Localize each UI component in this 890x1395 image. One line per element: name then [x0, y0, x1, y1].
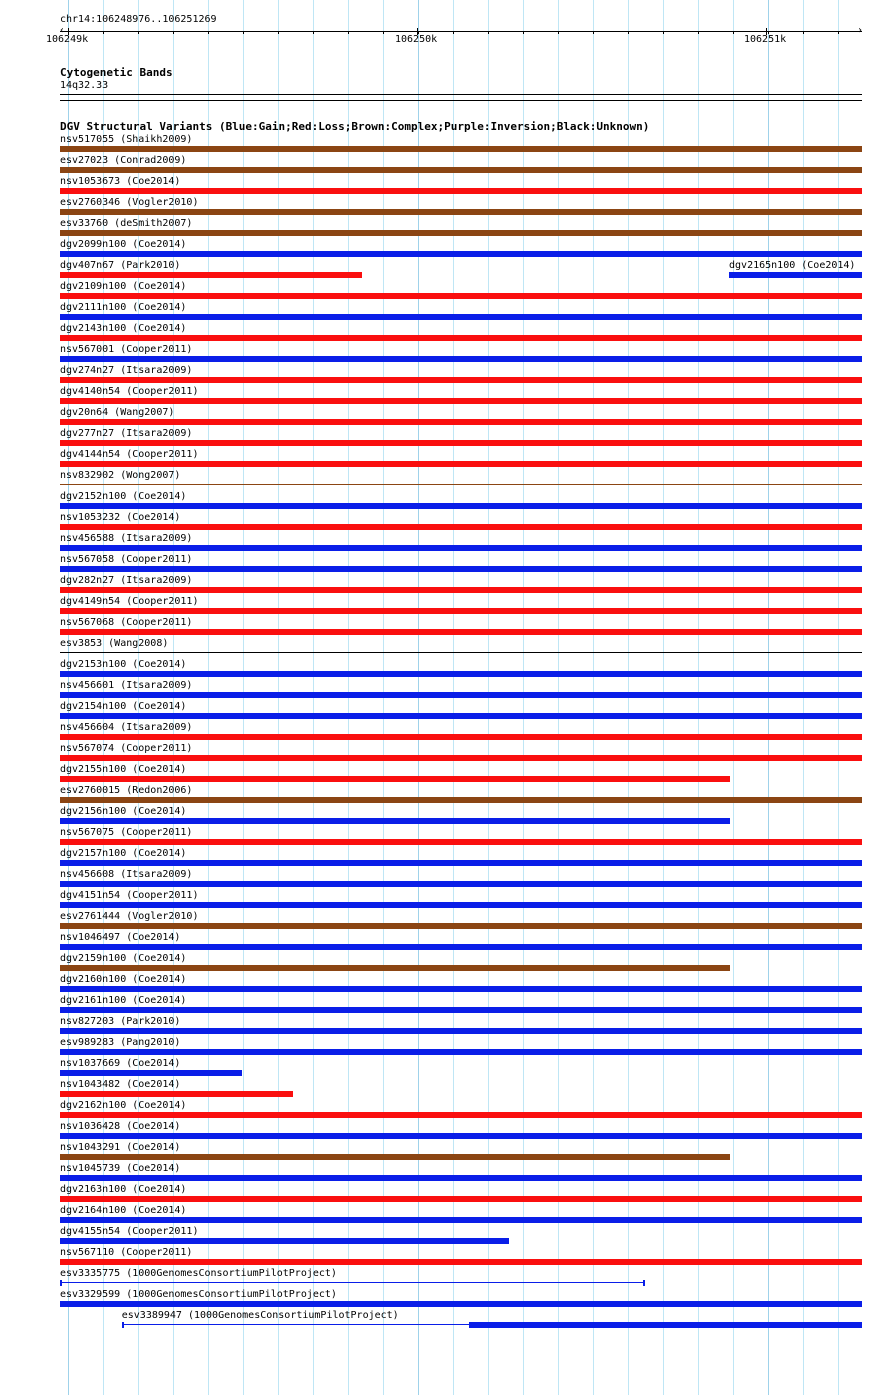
ruler-minor-tick	[663, 31, 664, 34]
variant-endcap	[643, 1280, 645, 1286]
variant-label[interactable]: dgv4149n54 (Cooper2011)	[60, 596, 199, 607]
variant-label[interactable]: dgv2162n100 (Coe2014)	[60, 1100, 187, 1111]
variant-label[interactable]: esv2760346 (Vogler2010)	[60, 197, 199, 208]
ruler-minor-tick	[243, 31, 244, 34]
variant-bar[interactable]	[60, 1154, 730, 1160]
variant-bar[interactable]	[60, 839, 862, 845]
ruler-minor-tick	[348, 31, 349, 34]
variant-bar[interactable]	[60, 335, 862, 341]
variant-label[interactable]: dgv2161n100 (Coe2014)	[60, 995, 187, 1006]
variant-label[interactable]: dgv2109n100 (Coe2014)	[60, 281, 187, 292]
variant-endcap	[122, 1322, 124, 1328]
variant-bar[interactable]	[60, 1282, 297, 1283]
variant-line[interactable]	[60, 484, 862, 485]
variant-label[interactable]: dgv2156n100 (Coe2014)	[60, 806, 187, 817]
variant-label[interactable]: esv2760015 (Redon2006)	[60, 785, 193, 796]
ruler-minor-tick	[383, 31, 384, 34]
variant-bar[interactable]	[60, 776, 730, 782]
variant-bar[interactable]	[60, 293, 862, 299]
variant-label[interactable]: dgv2153n100 (Coe2014)	[60, 659, 187, 670]
variant-bar[interactable]	[60, 1133, 862, 1139]
variant-label[interactable]: nsv567001 (Cooper2011)	[60, 344, 193, 355]
variant-label[interactable]: dgv2152n100 (Coe2014)	[60, 491, 187, 502]
variant-label[interactable]: nsv1037669 (Coe2014)	[60, 1058, 181, 1069]
variant-bar[interactable]	[60, 881, 862, 887]
variant-label[interactable]: dgv20n64 (Wang2007)	[60, 407, 175, 418]
cyto-band-top-line	[60, 94, 862, 95]
variant-label[interactable]: nsv832902 (Wong2007)	[60, 470, 181, 481]
variant-bar[interactable]	[60, 818, 730, 824]
variant-bar[interactable]	[60, 734, 862, 740]
ruler-minor-tick	[208, 31, 209, 34]
variant-label[interactable]: nsv517055 (Shaikh2009)	[60, 134, 193, 145]
ruler-tick-label: 106250k	[395, 34, 438, 45]
variant-bar[interactable]	[60, 314, 862, 320]
variant-label[interactable]: esv2761444 (Vogler2010)	[60, 911, 199, 922]
variant-bar[interactable]	[60, 524, 862, 530]
variant-bar[interactable]	[60, 797, 862, 803]
variant-bar[interactable]	[60, 272, 362, 278]
ruler-minor-tick	[698, 31, 699, 34]
variant-label[interactable]: nsv1036428 (Coe2014)	[60, 1121, 181, 1132]
variant-label[interactable]: dgv2165n100 (Coe2014)	[729, 260, 856, 271]
variant-bar[interactable]	[60, 1196, 862, 1202]
variant-bar[interactable]	[60, 230, 862, 236]
variant-label[interactable]: dgv282n27 (Itsara2009)	[60, 575, 193, 586]
variant-label[interactable]: esv33760 (deSmith2007)	[60, 218, 193, 229]
variant-label[interactable]: dgv2159n100 (Coe2014)	[60, 953, 187, 964]
variant-label[interactable]: esv3329599 (1000GenomesConsortiumPilotProject)	[60, 1289, 337, 1300]
variant-bar[interactable]	[60, 944, 862, 950]
variant-bar[interactable]	[60, 251, 862, 257]
variant-label[interactable]: dgv407n67 (Park2010)	[60, 260, 181, 271]
variant-label[interactable]: dgv2164n100 (Coe2014)	[60, 1205, 187, 1216]
variant-label[interactable]: esv27023 (Conrad2009)	[60, 155, 187, 166]
variant-bar[interactable]	[60, 1175, 862, 1181]
variant-bar[interactable]	[60, 755, 862, 761]
variant-label[interactable]: dgv4155n54 (Cooper2011)	[60, 1226, 199, 1237]
variant-bar[interactable]	[60, 1217, 862, 1223]
ruler-minor-tick	[838, 31, 839, 34]
ruler-tick-label: 106251k	[744, 34, 787, 45]
variant-label[interactable]: nsv456601 (Itsara2009)	[60, 680, 193, 691]
variant-bar[interactable]	[469, 1322, 862, 1328]
ruler-tick-label: 106249k	[46, 34, 89, 45]
ruler-minor-tick	[138, 31, 139, 34]
variant-label[interactable]: nsv827203 (Park2010)	[60, 1016, 181, 1027]
variant-bar[interactable]	[60, 923, 862, 929]
variant-label[interactable]: dgv277n27 (Itsara2009)	[60, 428, 193, 439]
variant-bar[interactable]	[60, 587, 862, 593]
variant-bar[interactable]	[60, 1301, 862, 1307]
variant-label[interactable]: dgv2157n100 (Coe2014)	[60, 848, 187, 859]
variant-label[interactable]: nsv1043291 (Coe2014)	[60, 1142, 181, 1153]
ruler-axis	[60, 31, 862, 32]
ruler-minor-tick	[523, 31, 524, 34]
ruler-minor-tick	[803, 31, 804, 34]
dgv-track-title: DGV Structural Variants (Blue:Gain;Red:Loss;Brown:Complex;Purple:Inversion;Black:Unknown)	[60, 120, 650, 133]
cyto-track-title: Cytogenetic Bands	[60, 66, 173, 79]
variant-bar[interactable]	[60, 1049, 862, 1055]
variant-bar[interactable]	[60, 146, 862, 152]
variant-label[interactable]: nsv567068 (Cooper2011)	[60, 617, 193, 628]
ruler-arrow-right-icon: ›	[857, 25, 864, 36]
variant-bar[interactable]	[60, 902, 862, 908]
variant-label[interactable]: dgv4151n54 (Cooper2011)	[60, 890, 199, 901]
variant-label[interactable]: dgv2155n100 (Coe2014)	[60, 764, 187, 775]
ruler-minor-tick	[733, 31, 734, 34]
variant-bar[interactable]	[60, 629, 862, 635]
variant-bar[interactable]	[60, 167, 862, 173]
ruler-minor-tick	[628, 31, 629, 34]
variant-label[interactable]: nsv1046497 (Coe2014)	[60, 932, 181, 943]
cyto-band-label: 14q32.33	[60, 80, 109, 91]
variant-label[interactable]: nsv456608 (Itsara2009)	[60, 869, 193, 880]
ruler-minor-tick	[313, 31, 314, 34]
variant-label[interactable]: esv3389947 (1000GenomesConsortiumPilotProject)	[121, 1310, 399, 1321]
variant-label[interactable]: dgv4140n54 (Cooper2011)	[60, 386, 199, 397]
variant-bar[interactable]	[60, 545, 862, 551]
variant-label[interactable]: dgv4144n54 (Cooper2011)	[60, 449, 199, 460]
variant-bar[interactable]	[60, 356, 862, 362]
variant-bar[interactable]	[729, 272, 862, 278]
variant-label[interactable]: dgv2154n100 (Coe2014)	[60, 701, 187, 712]
variant-bar[interactable]	[60, 461, 862, 467]
variant-bar[interactable]	[60, 1112, 862, 1118]
variant-bar[interactable]	[60, 398, 862, 404]
variant-bar[interactable]	[60, 986, 862, 992]
variant-label[interactable]: nsv567058 (Cooper2011)	[60, 554, 193, 565]
variant-bar[interactable]	[60, 377, 862, 383]
variant-bar[interactable]	[60, 692, 862, 698]
variant-label[interactable]: dgv2163n100 (Coe2014)	[60, 1184, 187, 1195]
ruler-minor-tick	[173, 31, 174, 34]
variant-label[interactable]: esv989283 (Pang2010)	[60, 1037, 181, 1048]
variant-bar[interactable]	[60, 419, 862, 425]
variant-label[interactable]: dgv274n27 (Itsara2009)	[60, 365, 193, 376]
variant-bar[interactable]	[60, 671, 862, 677]
variant-bar[interactable]	[60, 713, 862, 719]
variant-bar[interactable]	[60, 1238, 509, 1244]
variant-bar[interactable]	[60, 566, 862, 572]
ruler-minor-tick	[488, 31, 489, 34]
variant-bar[interactable]	[60, 1070, 242, 1076]
variant-bar[interactable]	[60, 1091, 293, 1097]
variant-label[interactable]: esv3335775 (1000GenomesConsortiumPilotProject)	[60, 1268, 337, 1279]
variant-bar[interactable]	[60, 965, 730, 971]
ruler-minor-tick	[558, 31, 559, 34]
variant-label[interactable]: dgv2099n100 (Coe2014)	[60, 239, 187, 250]
ruler-minor-tick	[453, 31, 454, 34]
variant-bar[interactable]	[60, 860, 862, 866]
variant-bar[interactable]	[60, 503, 862, 509]
variant-label[interactable]: nsv1043482 (Coe2014)	[60, 1079, 181, 1090]
variant-label[interactable]: dgv2111n100 (Coe2014)	[60, 302, 187, 313]
variant-bar[interactable]	[60, 1028, 862, 1034]
region-label: chr14:106248976..106251269	[60, 14, 217, 25]
variant-bar[interactable]	[60, 440, 862, 446]
variant-label[interactable]: nsv456588 (Itsara2009)	[60, 533, 193, 544]
ruler-minor-tick	[278, 31, 279, 34]
variant-label[interactable]: nsv1045739 (Coe2014)	[60, 1163, 181, 1174]
variant-label[interactable]: dgv2143n100 (Coe2014)	[60, 323, 187, 334]
variant-line[interactable]	[60, 652, 862, 653]
variant-bar[interactable]	[60, 209, 862, 215]
variant-bar[interactable]	[60, 608, 862, 614]
variant-bar[interactable]	[60, 1259, 862, 1265]
variant-label[interactable]: esv3853 (Wang2008)	[60, 638, 169, 649]
variant-label[interactable]: nsv567074 (Cooper2011)	[60, 743, 193, 754]
ruler-minor-tick	[593, 31, 594, 34]
variant-label[interactable]: nsv1053232 (Coe2014)	[60, 512, 181, 523]
cyto-band-bottom-line	[60, 100, 862, 101]
variant-endcap	[60, 1280, 62, 1286]
variant-label[interactable]: nsv1053673 (Coe2014)	[60, 176, 181, 187]
ruler-minor-tick	[103, 31, 104, 34]
variant-label[interactable]: nsv567075 (Cooper2011)	[60, 827, 193, 838]
ruler-arrow-left-icon: ‹	[59, 25, 66, 36]
variant-label[interactable]: nsv567110 (Cooper2011)	[60, 1247, 193, 1258]
variant-bar[interactable]	[60, 188, 862, 194]
variant-label[interactable]: nsv456604 (Itsara2009)	[60, 722, 193, 733]
variant-label[interactable]: dgv2160n100 (Coe2014)	[60, 974, 187, 985]
variant-bar[interactable]	[60, 1007, 862, 1013]
